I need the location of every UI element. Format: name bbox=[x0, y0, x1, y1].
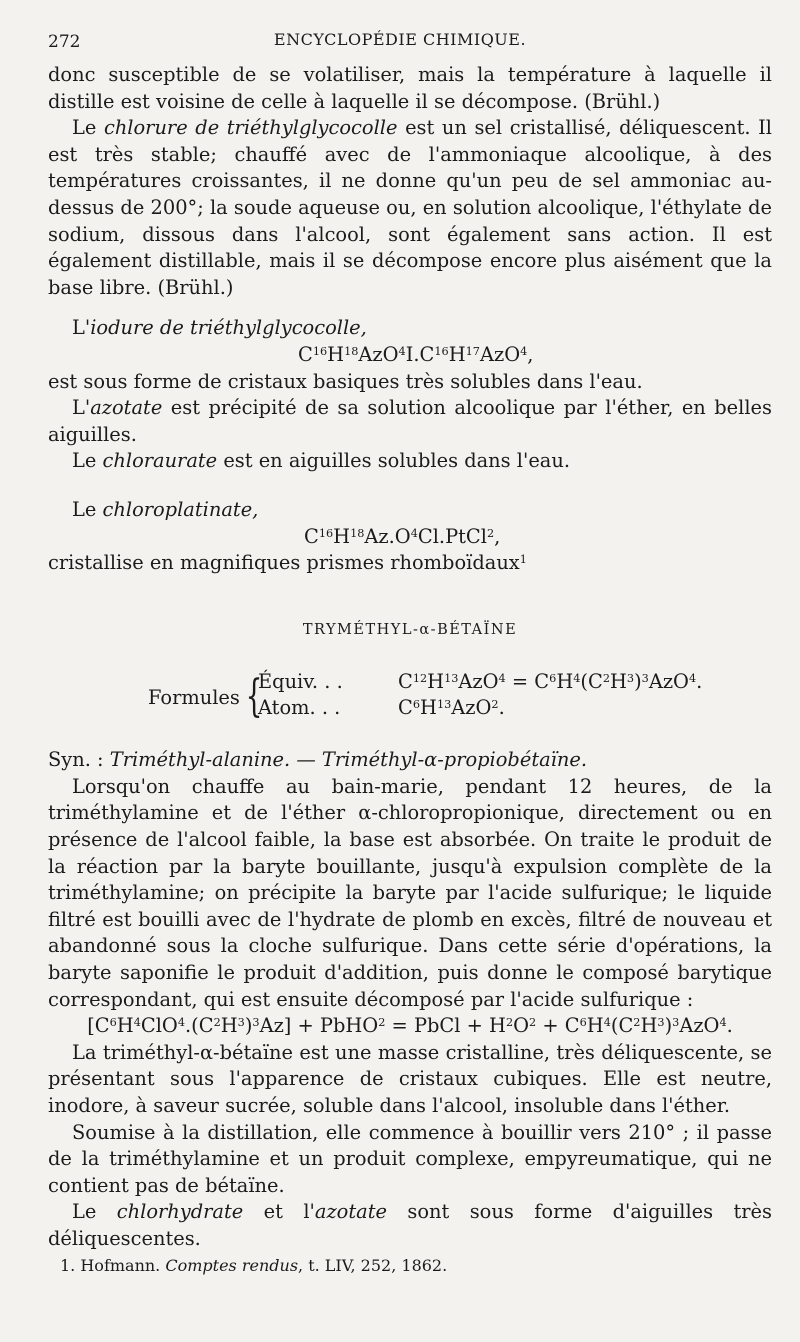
term: chlorhydrate bbox=[116, 1200, 244, 1224]
text: cristallise en magnifiques prismes rhomboïdaux bbox=[48, 551, 520, 575]
formula-equiv: Équiv. . . $C^{12}H^{13}AzO^4 = C^6H^4(C^2H^3)^3AzO^4$. bbox=[258, 669, 702, 696]
formula-atom: Atom. . . $C^6H^{13}AzO^2$. bbox=[258, 695, 505, 722]
footnote bbox=[60, 1256, 447, 1275]
section-title: TRYMÉTHYL-α-BÉTAÏNE bbox=[302, 621, 518, 638]
formula-iodure: $C^{16}H^{18}AzO^4I.C^{16}H^{17}AzO^4$, bbox=[298, 342, 534, 366]
term: chloroplatinate, bbox=[102, 497, 259, 521]
text: sont sous forme d'aiguilles très déliquescentes. bbox=[48, 1200, 772, 1250]
term: azotate bbox=[90, 396, 163, 420]
text: Syn. : bbox=[48, 748, 110, 772]
paragraph bbox=[48, 1199, 772, 1252]
paragraph: Soumise à la distillation, elle commence à bouillir vers 210° ; il passe de la triméthylamine et un produit complexe, empyreumatique, qui ne contient pas de bétaïne. bbox=[48, 1120, 772, 1197]
text: Le bbox=[72, 116, 104, 140]
paragraph: est sous forme de cristaux basiques très solubles dans l'eau. bbox=[48, 369, 643, 393]
text: est un sel cristallisé, déliquescent. Il est très stable; chauffé avec de l'ammoniaque alcoolique, à des températures croissantes, il ne donne qu'un peu de sel ammoniac au-dessus de 200°; la soude aqueuse ou, en solution alcoolique, l'éthylate de sodium, dissous dans l'alcool, sont également sans action. Il est également distillable, mais il se décompose encore plus aisément que la base libre. (Brühl.) bbox=[48, 116, 772, 299]
equiv-label: Équiv. . . bbox=[258, 670, 343, 694]
synonyms bbox=[48, 747, 772, 774]
term: azotate bbox=[314, 1200, 387, 1224]
text: et l' bbox=[243, 1200, 315, 1224]
text: est en aiguilles solubles dans l'eau. bbox=[217, 449, 571, 473]
running-header bbox=[48, 30, 752, 56]
paragraph: donc susceptible de se volatiliser, mais la température à laquelle il distille est voisine de celle à laquelle il se décompose. (Brühl.) bbox=[48, 63, 772, 113]
formules-label: Formules bbox=[148, 686, 240, 710]
paragraph bbox=[48, 115, 772, 301]
brace: { bbox=[245, 671, 263, 723]
paragraph bbox=[48, 550, 772, 577]
paragraph bbox=[48, 395, 772, 448]
term: chlorure de triéthylglycocolle bbox=[103, 116, 398, 140]
formules-block bbox=[48, 669, 772, 729]
footnote-ref[interactable]: 1 bbox=[519, 552, 527, 566]
atom-label: Atom. . . bbox=[258, 696, 341, 720]
text: Le bbox=[72, 1200, 117, 1224]
paragraph bbox=[48, 448, 772, 475]
text: L' bbox=[72, 316, 91, 340]
page-body bbox=[48, 62, 772, 1253]
term: Triméthyl-alanine. — Triméthyl-α-propiobétaïne. bbox=[109, 748, 587, 772]
running-title: ENCYCLOPÉDIE CHIMIQUE. bbox=[273, 30, 527, 49]
page-number: 272 bbox=[48, 32, 81, 52]
text: , t. LIV, 252, 1862. bbox=[298, 1256, 448, 1275]
term: iodure de triéthylglycocolle, bbox=[90, 316, 367, 340]
formula-chloroplatinate: $C^{16}H^{18}Az.O^4Cl.PtCl^2$, bbox=[304, 524, 501, 548]
text: 1. Hofmann. bbox=[60, 1256, 166, 1275]
journal: Comptes rendus bbox=[165, 1256, 299, 1275]
term: chloraurate bbox=[102, 449, 218, 473]
paragraph bbox=[48, 315, 772, 342]
text: Le bbox=[72, 449, 103, 473]
text: L' bbox=[72, 396, 91, 420]
paragraph: Lorsqu'on chauffe au bain-marie, pendant 12 heures, de la triméthylamine et de l'éther α-chloropropionique, directement ou en présence de l'alcool faible, la base est absorbée. On traite le produit de la réaction par la baryte bouillante, jusqu'à expulsion complète de la triméthylamine; on précipite la baryte par l'acide sulfurique; le liquide filtré est bouilli avec de l'hydrate de plomb en excès, filtré de nouveau et abandonné sous la cloche sulfurique. Dans cette série d'opérations, la baryte saponifie le produit d'addition, puis donne le composé barytique correspondant, qui est ensuite décomposé par l'acide sulfurique : bbox=[48, 774, 772, 1011]
text: Le bbox=[72, 497, 103, 521]
paragraph bbox=[48, 497, 772, 524]
reaction-equation: $[C^6H^4ClO^4.(C^2H^3)^3Az]$ + PbHO$^2$ = PbCl + $H^2O^2 + C^6H^4(C^2H^3)^3AzO^4$. bbox=[87, 1014, 733, 1038]
text: est précipité de sa solution alcoolique par l'éther, en belles aiguilles. bbox=[48, 396, 772, 446]
paragraph: La triméthyl-α-bétaïne est une masse cristalline, très déliquescente, se présentant sous l'apparence de cristaux cubiques. Elle est neutre, inodore, à saveur sucrée, soluble dans l'alcool, insoluble dans l'éther. bbox=[48, 1040, 772, 1117]
